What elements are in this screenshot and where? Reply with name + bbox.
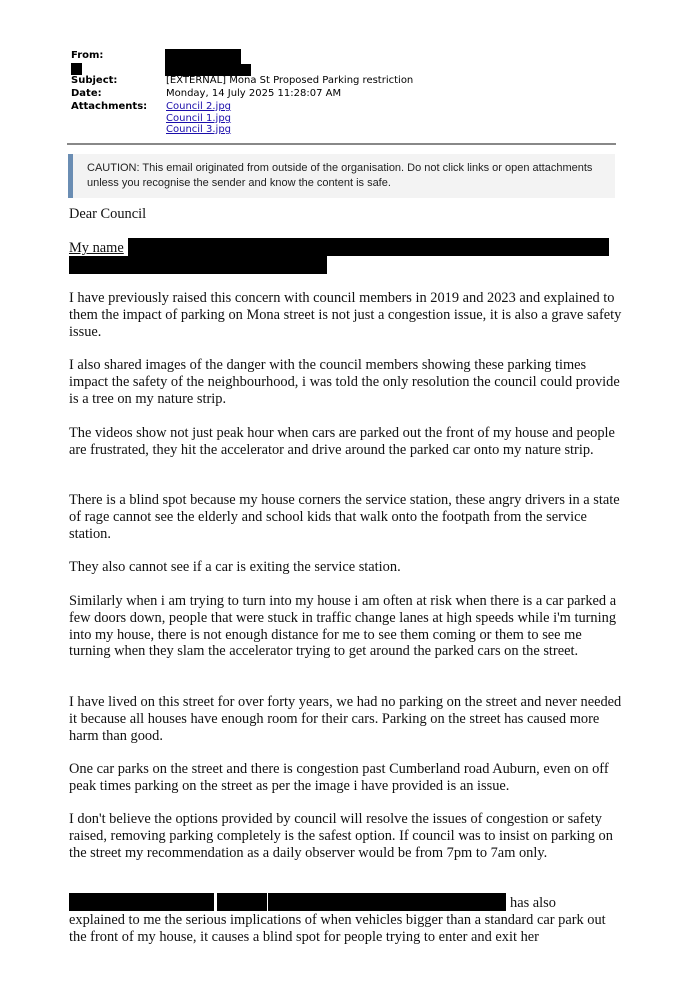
greeting: Dear Council xyxy=(69,206,147,222)
last-paragraph-rest: explained to me the serious implications of when vehicles bigger than a standard car park out the front of my house, it causes a blind spot for people trying to enter and exit her xyxy=(69,912,606,945)
date-value: Monday, 14 July 2025 11:28:07 AM xyxy=(166,88,342,99)
redacted-person-3 xyxy=(268,893,506,911)
subject-label: Subject: xyxy=(71,75,118,86)
header-divider xyxy=(67,143,616,145)
redacted-sender xyxy=(165,49,241,65)
paragraph-3: The videos show not just peak hour when cars are parked out the front of my house and people are frustrated, they hit the accelerator and drive around the parked car onto my nature strip. xyxy=(69,425,615,458)
redacted-name-line2 xyxy=(69,256,327,274)
redacted-person-2 xyxy=(217,893,267,911)
attachment-link-council-3[interactable]: Council 3.jpg xyxy=(166,124,232,135)
paragraph-2: I also shared images of the danger with the council members showing these parking times impact the safety of the neighbourhood, i was told the only resolution the council could provide is a tree on my nature strip. xyxy=(69,357,620,407)
subject-value: [EXTERNAL] Mona St Proposed Parking restriction xyxy=(166,75,414,86)
paragraph-8: One car parks on the street and there is congestion past Cumberland road Auburn, even on off peak times parking on the street as per the image i have provided is an issue. xyxy=(69,761,609,794)
date-label: Date: xyxy=(71,88,102,99)
attachments-label: Attachments: xyxy=(71,101,148,112)
from-label: From: xyxy=(71,50,104,61)
paragraph-5: They also cannot see if a car is exiting the service station. xyxy=(69,559,401,575)
attachment-link-council-2[interactable]: Council 2.jpg xyxy=(166,101,232,112)
paragraph-9: I don't believe the options provided by council will resolve the issues of congestion or safety raised, removing parking completely is the safest option. If council was to insist on parking on the street my recommendation as a daily observer would be from 7pm to 7am only. xyxy=(69,811,613,861)
paragraph-1: I have previously raised this concern with council members in 2019 and 2023 and explained to them the impact of parking on Mona street is not just a congestion issue, it is also a grave safety issue. xyxy=(69,290,622,340)
last-paragraph-tail: has also xyxy=(510,895,556,911)
redacted-person-1 xyxy=(69,893,214,911)
redacted-to-marker xyxy=(71,63,82,75)
attachment-link-council-1[interactable]: Council 1.jpg xyxy=(166,113,232,124)
external-caution-banner xyxy=(68,154,615,198)
caution-text: CAUTION: This email originated from outside of the organisation. Do not click links or open attachments unless you recognise the sender and know the content is safe. xyxy=(87,162,593,189)
name-intro-text: My name xyxy=(69,240,124,256)
paragraph-6: Similarly when i am trying to turn into my house i am often at risk when there is a car parked a few doors down, people that were stuck in traffic change lanes at high speeds while i'm turning into my house, there is not enough distance for me to see them coming or them to see me turning when they slam the accelerator trying to get around the parked cars on the street. xyxy=(69,593,617,660)
redacted-name xyxy=(128,238,609,256)
paragraph-7: I have lived on this street for over forty years, we had no parking on the street and never needed it because all houses have enough room for their cars. Parking on the street has caused more harm than good. xyxy=(69,694,622,744)
paragraph-4: There is a blind spot because my house corners the service station, these angry drivers in a state of rage cannot see the elderly and school kids that walk onto the footpath from the service station. xyxy=(69,492,620,542)
